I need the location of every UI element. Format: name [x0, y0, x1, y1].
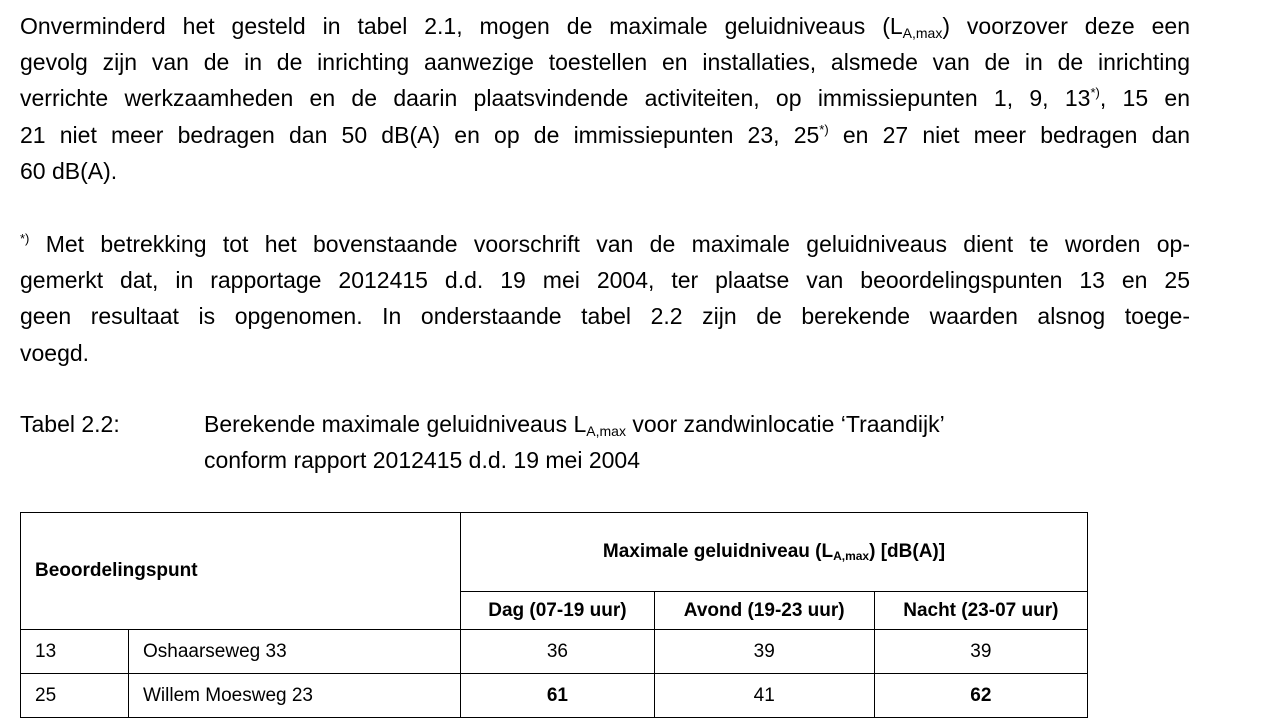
- header-max-level: Maximale geluidniveau $(L_{A,max})$ [dB(A)]: [461, 513, 1088, 592]
- table-caption-label: Tabel 2.2:: [20, 411, 120, 437]
- header-avond: Avond (19-23 uur): [654, 592, 874, 630]
- footnote-paragraph: [20, 226, 1190, 371]
- paragraph-line: Onverminderd het gesteld in tabel 2.1, mogen de maximale geluidniveaus $(L_{A,max})$ voorzover deze een: [20, 13, 1190, 41]
- paragraph-line: verrichte werkzaamheden en de daarin plaatsvindende activiteiten, op immissiepunten 1, 9, 13*), 15 en: [20, 85, 1190, 112]
- paragraph-line: 60 dB(A).: [20, 157, 118, 184]
- value-dag: 61: [461, 674, 655, 718]
- table-row: [21, 630, 1088, 674]
- header-dag: Dag (07-19 uur): [461, 592, 655, 630]
- value-dag: 36: [461, 630, 655, 674]
- header-beoordelingspunt: Beoordelingspunt: [21, 513, 461, 630]
- point-address: Oshaarseweg 33: [129, 630, 461, 674]
- footnote-marker: *): [20, 231, 30, 246]
- paragraph-line: 21 niet meer bedragen dan 50 dB(A) en op de immissiepunten 23, 25*) en 27 niet meer bedragen dan: [20, 121, 1190, 148]
- value-avond: 39: [654, 630, 874, 674]
- table-row: [21, 674, 1088, 718]
- value-nacht: 39: [874, 630, 1087, 674]
- noise-levels-table: [20, 512, 1088, 718]
- paragraph-line: gevolg zijn van de in de inrichting aanwezige toestellen en installaties, alsmede van de in de inrichting: [20, 49, 1190, 76]
- footnote-line: gemerkt dat, in rapportage 2012415 d.d. 19 mei 2004, ter plaatse van beoordelingspunten 13 en 25: [20, 267, 1190, 294]
- point-address: Willem Moesweg 23: [129, 674, 461, 718]
- point-number: 13: [21, 630, 129, 674]
- header-nacht: Nacht (23-07 uur): [874, 592, 1087, 630]
- value-nacht: 62: [874, 674, 1087, 718]
- point-number: 25: [21, 674, 129, 718]
- footnote-line: voegd.: [20, 339, 90, 366]
- regulation-paragraph: [20, 8, 1190, 189]
- footnote-line: *) Met betrekking tot het bovenstaande voorschrift van de maximale geluidniveaus dient te worden op-: [20, 231, 1190, 257]
- value-avond: 41: [654, 674, 874, 718]
- footnote-line: geen resultaat is opgenomen. In onderstaande tabel 2.2 zijn de berekende waarden alsnog toege-: [20, 303, 1190, 330]
- table-caption-text: Berekende maximale geluidniveaus $L_{A,max}$ voor zandwinlocatie ‘Traandijk’ conform rapport 2012415 d.d. 19 mei 2004: [204, 411, 945, 474]
